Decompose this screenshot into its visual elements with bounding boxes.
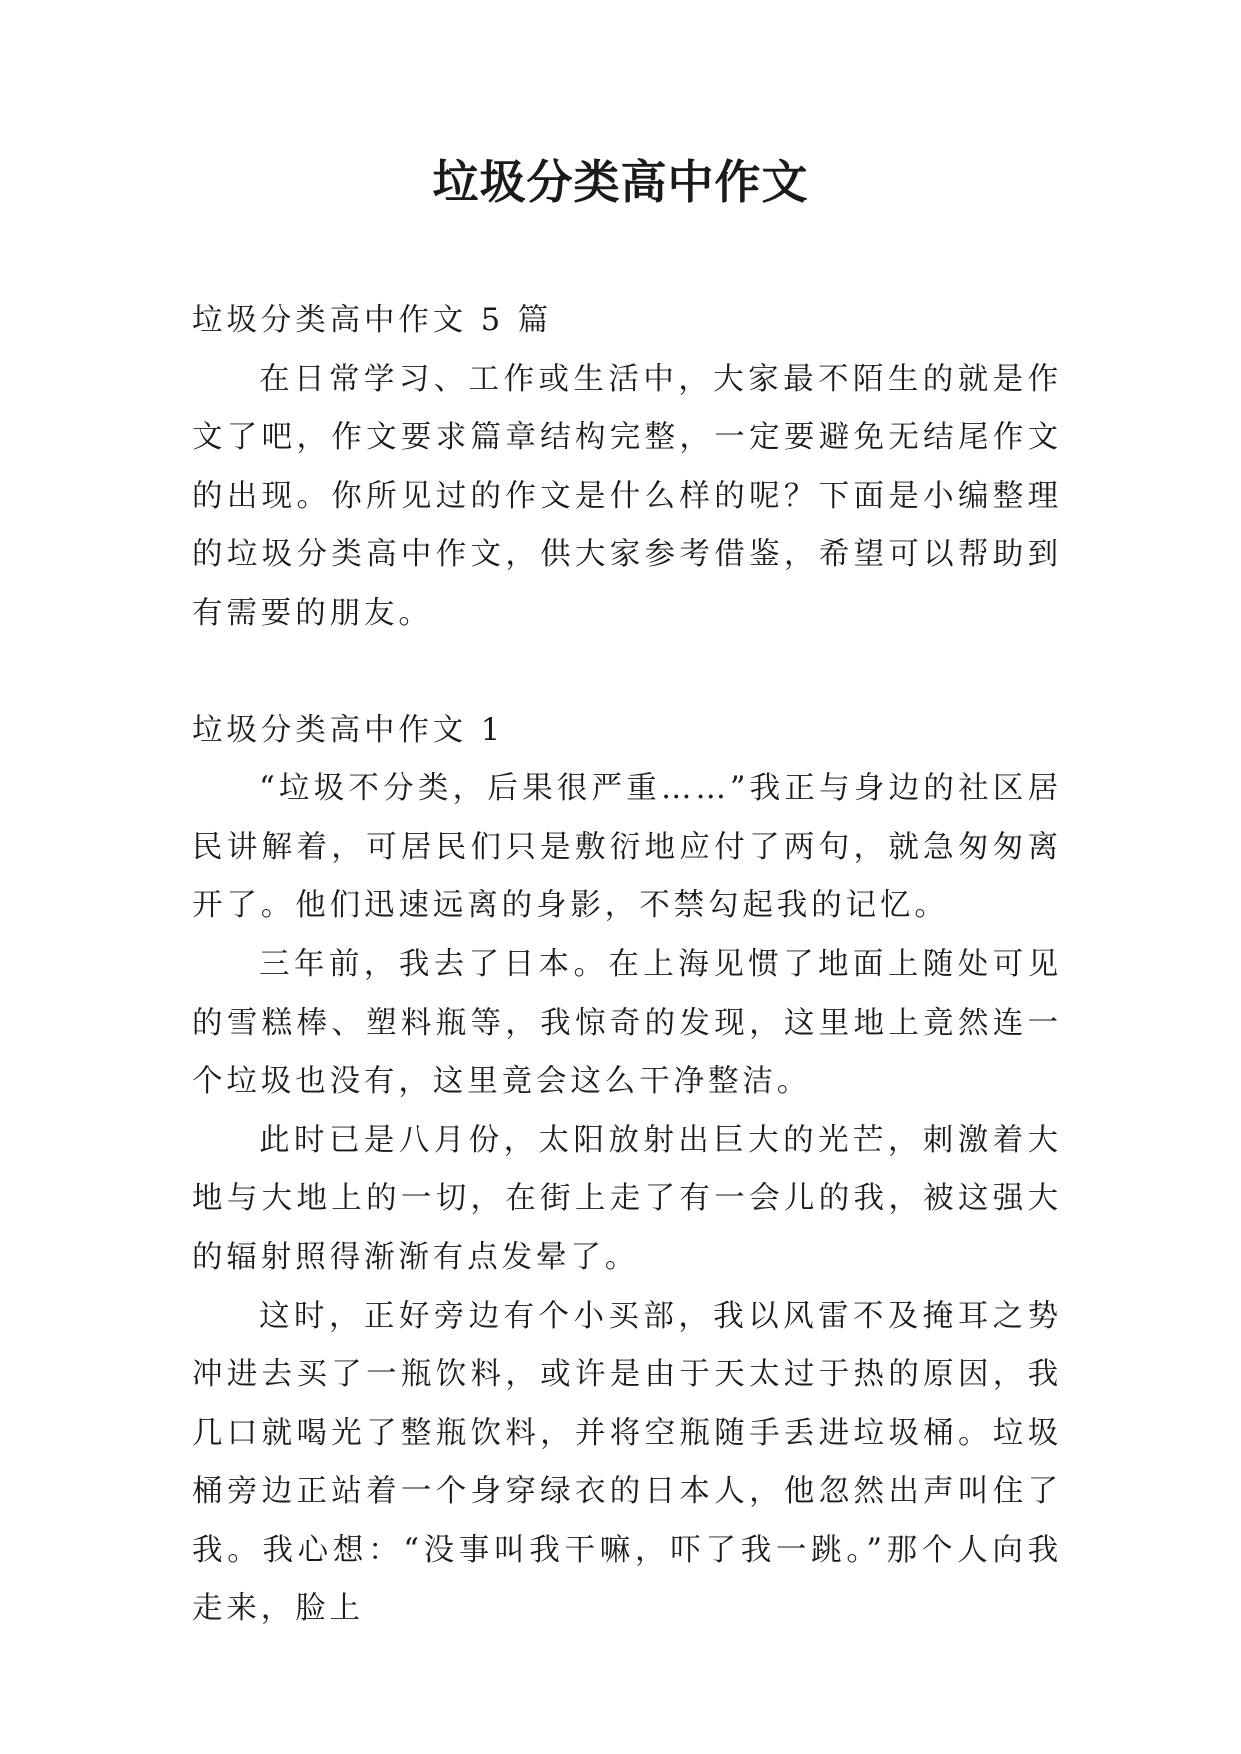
essay-1-paragraph: 三年前，我去了日本。在上海见惯了地面上随处可见的雪糕棒、塑料瓶等，我惊奇的发现，这里地上竟然连一个垃圾也没有，这里竟会这么干净整洁。 [192, 946, 1062, 1100]
essay-1-heading: 垃圾分类高中作文 1 [192, 712, 505, 748]
document-title: 垃圾分类高中作文 [432, 155, 809, 209]
intro-heading: 垃圾分类高中作文 5 篇 [192, 303, 553, 338]
document-body [192, 292, 1062, 1639]
intro-paragraph: 在日常学习、工作或生活中，大家最不陌生的就是作文了吧，作文要求篇章结构完整，一定要避免无结尾作文的出现。你所见过的作文是什么样的呢？下面是小编整理的垃圾分类高中作文，供大家参考借鉴，希望可以帮助到有需要的朋友。 [192, 361, 1062, 631]
essay-1-paragraph: 此时已是八月份，太阳放射出巨大的光芒，刺激着大地与大地上的一切，在街上走了有一会儿的我，被这强大的辐射照得渐渐有点发晕了。 [192, 1122, 1062, 1275]
essay-1-paragraph: “垃圾不分类，后果很严重……”我正与身边的社区居民讲解着，可居民们只是敷衍地应付了两句，就急匆匆离开了。他们迅速远离的身影，不禁勾起我的记忆。 [192, 771, 1062, 924]
essay-1-paragraph: 这时，正好旁边有个小买部，我以风雷不及掩耳之势冲进去买了一瓶饮料，或许是由于天太过于热的原因，我几口就喝光了整瓶饮料，并将空瓶随手丢进垃圾桶。垃圾桶旁边正站着一个身穿绿衣的日本人，他忽然出声叫住了我。我心想：“没事叫我干嘛，吓了我一跳。”那个人向我走来，脸上 [192, 1298, 1062, 1627]
